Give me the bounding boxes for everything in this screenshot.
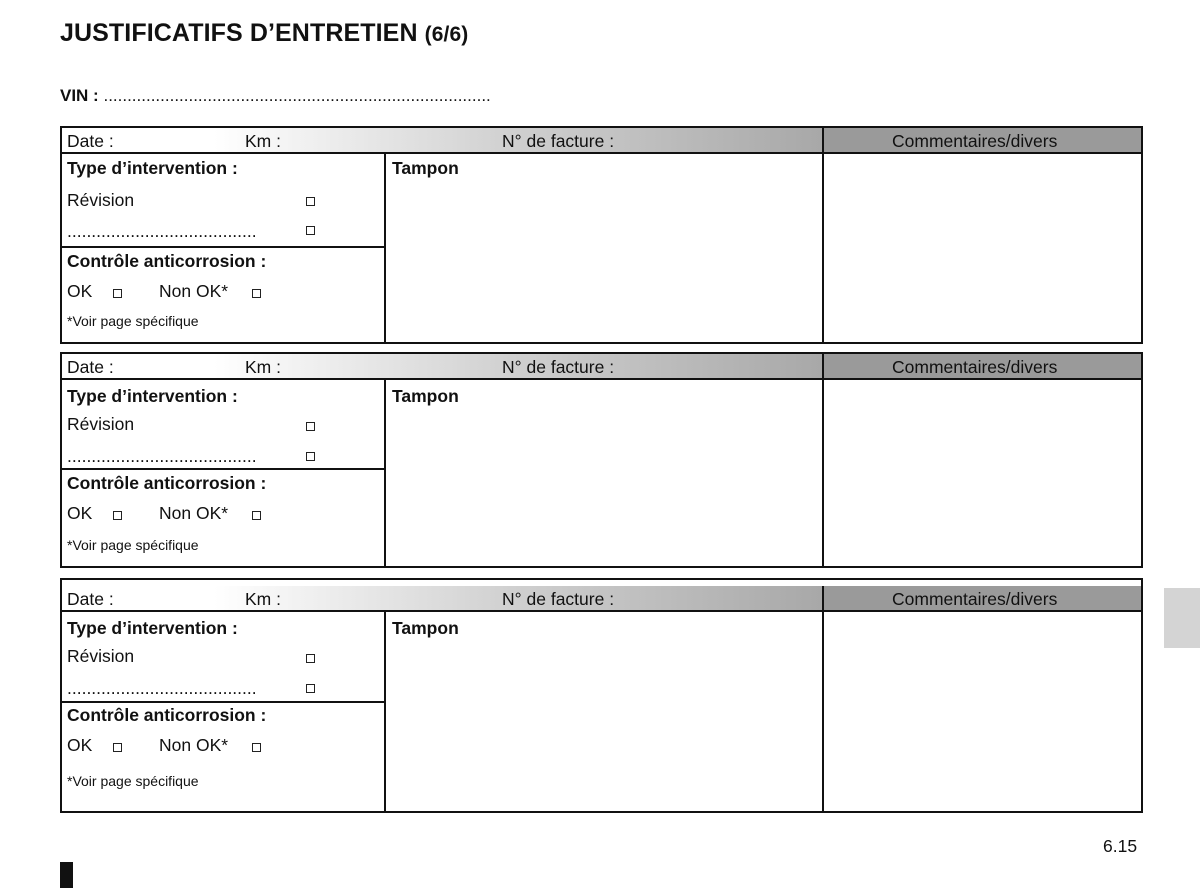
intervention-type-label: Type d’intervention : xyxy=(67,386,238,406)
comments-header: Commentaires/divers xyxy=(892,357,1058,377)
specific-page-note: *Voir page spécifique xyxy=(67,773,199,789)
vin-line[interactable] xyxy=(60,86,491,106)
not-ok-checkbox[interactable] xyxy=(252,743,261,752)
maintenance-record-3 xyxy=(60,578,1143,813)
page-title-suffix: (6/6) xyxy=(424,23,469,46)
km-field-label[interactable]: Km : xyxy=(245,589,281,609)
record-header xyxy=(62,586,1141,612)
ok-label: OK xyxy=(67,503,93,523)
other-intervention-checkbox[interactable] xyxy=(306,684,315,693)
invoice-field-label[interactable]: N° de facture : xyxy=(502,131,615,151)
revision-label: Révision xyxy=(67,414,135,434)
vin-label: VIN : xyxy=(60,86,99,105)
not-ok-label: Non OK* xyxy=(159,735,229,755)
page-title xyxy=(60,19,468,48)
invoice-field-label[interactable]: N° de facture : xyxy=(502,589,615,609)
other-intervention-checkbox[interactable] xyxy=(306,452,315,461)
corner-marker xyxy=(60,862,73,888)
stamp-label: Tampon xyxy=(392,158,459,178)
km-field-label[interactable]: Km : xyxy=(245,131,281,151)
other-intervention-blank[interactable]: ....................................... xyxy=(67,678,257,698)
maintenance-record-2 xyxy=(60,352,1143,568)
record-header xyxy=(62,354,1141,380)
vin-dotted-field[interactable]: .................................................................................. xyxy=(103,86,491,105)
anticorrosion-label: Contrôle anticorrosion : xyxy=(67,705,267,725)
date-field-label[interactable]: Date : xyxy=(67,357,114,377)
intervention-type-label: Type d’intervention : xyxy=(67,618,238,638)
ok-checkbox[interactable] xyxy=(113,743,122,752)
comments-header: Commentaires/divers xyxy=(892,589,1058,609)
date-field-label[interactable]: Date : xyxy=(67,589,114,609)
comments-header: Commentaires/divers xyxy=(892,131,1058,151)
revision-checkbox[interactable] xyxy=(306,654,315,663)
anticorrosion-label: Contrôle anticorrosion : xyxy=(67,251,267,271)
stamp-label: Tampon xyxy=(392,386,459,406)
not-ok-label: Non OK* xyxy=(159,503,229,523)
stamp-label: Tampon xyxy=(392,618,459,638)
ok-label: OK xyxy=(67,735,93,755)
revision-checkbox[interactable] xyxy=(306,197,315,206)
invoice-field-label[interactable]: N° de facture : xyxy=(502,357,615,377)
maintenance-record-1 xyxy=(60,126,1143,344)
ok-checkbox[interactable] xyxy=(113,289,122,298)
other-intervention-checkbox[interactable] xyxy=(306,226,315,235)
date-field-label[interactable]: Date : xyxy=(67,131,114,151)
intervention-type-label: Type d’intervention : xyxy=(67,158,238,178)
page-title-main: JUSTIFICATIFS D’ENTRETIEN xyxy=(60,19,418,47)
record-header xyxy=(62,128,1141,154)
revision-checkbox[interactable] xyxy=(306,422,315,431)
revision-label: Révision xyxy=(67,646,135,666)
not-ok-label: Non OK* xyxy=(159,281,229,301)
ok-label: OK xyxy=(67,281,93,301)
specific-page-note: *Voir page spécifique xyxy=(67,537,199,553)
specific-page-note: *Voir page spécifique xyxy=(67,313,199,329)
not-ok-checkbox[interactable] xyxy=(252,289,261,298)
ok-checkbox[interactable] xyxy=(113,511,122,520)
section-tab-marker xyxy=(1164,588,1200,648)
revision-label: Révision xyxy=(67,190,135,210)
page-number: 6.15 xyxy=(1103,836,1138,856)
anticorrosion-label: Contrôle anticorrosion : xyxy=(67,473,267,493)
other-intervention-blank[interactable]: ....................................... xyxy=(67,446,257,466)
km-field-label[interactable]: Km : xyxy=(245,357,281,377)
not-ok-checkbox[interactable] xyxy=(252,511,261,520)
other-intervention-blank[interactable]: ....................................... xyxy=(67,221,257,241)
